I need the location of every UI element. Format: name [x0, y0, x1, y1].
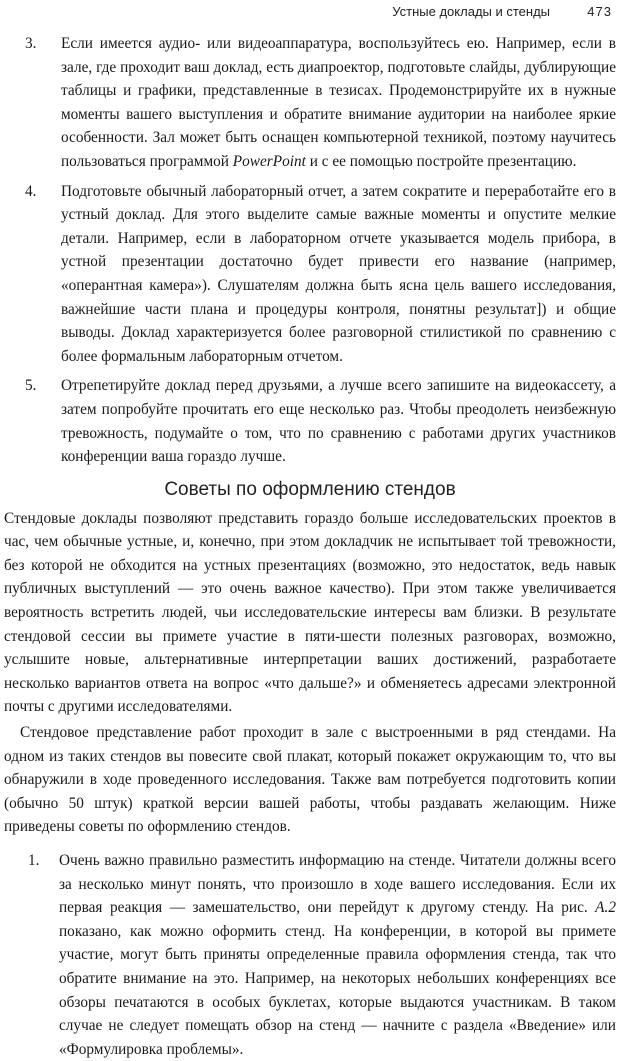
- list-item-number: 1.: [28, 852, 40, 869]
- list-item-number: 4.: [25, 182, 37, 200]
- list-item-4: [4, 180, 616, 369]
- paragraph: Стендовые доклады позволяют представить гораздо больше исследовательских проектов в час, чем обычные устные, и, конечно, при этом докладчик не испытывает той тревожности, без которой не обходится на устных презентациях (возможно, это недостаток, ведь навык публичных выступлений — это очень важное качество). При этом также увеличивается вероятность встретить людей, чьи исследовательские интересы вам близки. В результате стендовой сессии вы примете участие в пяти-шести полезных разговорах, возможно, услышите новые, альтернативные интерпретации ваших достижений, разработаете несколько вариантов ответа на вопрос «что дальше?» и обменяетесь адресами электронной почты с другими исследователями.: [4, 509, 616, 716]
- section-heading: Советы по оформлению стендов: [164, 478, 456, 500]
- list-item-text: показано, как можно оформить стенд. На конференции, в которой вы примете участие, могут быть приняты определенные правила оформления стенда, так что обратите внимание на это. Например, на некоторых небольших конференциях все обзоры печатаются в особых буклетах, которые выдаются участникам. В таком случае не следует помещать обзор на стенд — начните с раздела «Введение» или «Формулировка проблемы».: [59, 922, 616, 1058]
- list-item-text: и с ее помощью постройте презентацию.: [305, 152, 577, 170]
- list-item-number: 5.: [25, 377, 37, 395]
- paragraph: Стендовое представление работ проходит в зале с выстроенными в ряд стендами. На одном из таких стендов вы повесите свой плакат, который покажет окружающим то, что вы обнаружили в ходе проведенного исследования. Также вам потребуется подготовить копии (обычно 50 штук) краткой версии вашей работы, чтобы раздавать желающим. Ниже приведены советы по оформлению стендов.: [4, 724, 616, 836]
- list-item-text: Отрепетируйте доклад перед друзьями, а лучше всего запишите на видеокассету, а затем попробуйте прочитать его еще несколько раз. Чтобы преодолеть неизбежную тревожность, подумайте о том, что по сравнению с работами других участников конференции ваша гораздо лучше.: [61, 377, 616, 466]
- list-item-emphasis: PowerPoint: [232, 152, 306, 170]
- list-item-number: 3.: [25, 35, 37, 52]
- list-item-text: Очень важно правильно разместить информацию на стенде. Читатели должны всего за несколько минут понять, что произошло в ходе вашего исследования. Если их первая реакция — замешательство, они перейдут к другому стенду. На рис.: [59, 852, 616, 917]
- list-item-5: [4, 374, 616, 468]
- list-item-text: Если имеется аудио- или видеоаппаратура, воспользуйтесь ею. Например, если в зале, где проходит ваш доклад, есть диапроектор, подготовьте слайды, дублирующие таблицы и графики, представленные в тезисах. Продемонстрируйте их в нужные моменты вашего выступления и обратите внимание аудитории на наиболее яркие особенности. Зал может быть оснащен компьютерной техникой, поэтому научитесь пользоваться программой: [61, 35, 616, 170]
- page-header: [0, 0, 620, 26]
- list-item-3: [4, 32, 616, 174]
- list-item-text: Подготовьте обычный лабораторный отчет, а затем сократите и переработайте его в устный доклад. Для этого выделите самые важные моменты и опустите мелкие детали. Например, если в лабораторном отчете указывается модель прибора, в устной презентации достаточно будет привести его название (например, «оперантная камера»). Слушателям должна быть ясна цель вашего исследования, важнейшие части плана и процедуры контроля, понятны результат]) и общие выводы. Доклад характеризуется более разговорной стилистикой по сравнению с более формальным лабораторным отчетом.: [61, 182, 616, 365]
- page-body: [4, 32, 616, 1061]
- page-number: 473: [587, 4, 612, 19]
- list-item-emphasis: А.2: [595, 899, 616, 917]
- running-title: Устные доклады и стенды: [392, 4, 550, 19]
- list-item-1: [4, 849, 616, 1061]
